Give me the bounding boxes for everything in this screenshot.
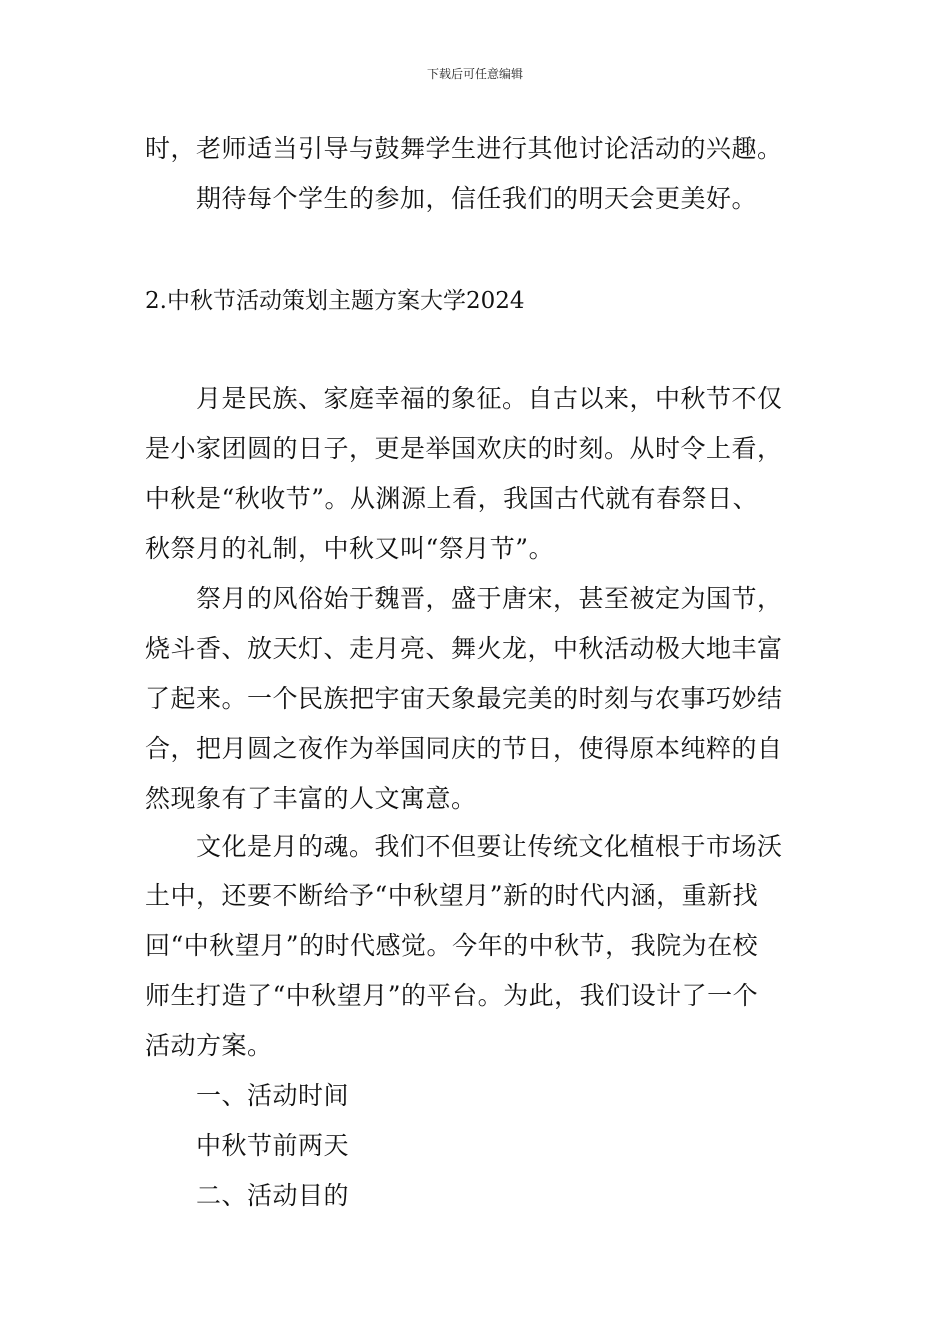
para2-line-1: 祭月的风俗始于魏晋，盛于唐宋，甚至被定为国节， — [196, 584, 783, 613]
para1-line-4: 秋祭月的礼制，中秋又叫“祭月节”。 — [145, 534, 555, 563]
para2-line-2: 烧斗香、放天灯、走月亮、舞火龙，中秋活动极大地丰富 — [145, 634, 783, 663]
section-title: 2.中秋节活动策划主题方案大学2024 — [145, 288, 525, 314]
item-time-heading: 一、活动时间 — [196, 1081, 350, 1110]
para3-line-4: 师生打造了“中秋望月”的平台。为此，我们设计了一个 — [145, 981, 759, 1010]
para2-line-4: 合，把月圆之夜作为举国同庆的节日，使得原本纯粹的自 — [145, 734, 783, 763]
page-header-note: 下载后可任意编辑 — [426, 67, 523, 81]
para3-line-5: 活动方案。 — [145, 1031, 273, 1060]
para1-line-2: 是小家团圆的日子，更是举国欢庆的时刻。从时令上看， — [145, 434, 783, 463]
para2-line-5: 然现象有了丰富的人文寓意。 — [145, 784, 477, 813]
para3-line-2: 土中，还要不断给予“中秋望月”新的时代内涵，重新找 — [145, 881, 759, 910]
para3-line-3: 回“中秋望月”的时代感觉。今年的中秋节，我院为在校 — [145, 931, 759, 960]
item-purpose-heading: 二、活动目的 — [196, 1181, 350, 1210]
para1-line-3: 中秋是“秋收节”。从渊源上看，我国古代就有春祭日、 — [145, 484, 759, 513]
intro-line-1: 时，老师适当引导与鼓舞学生进行其他讨论活动的兴趣。 — [145, 134, 783, 163]
para1-line-1: 月是民族、家庭幸福的象征。自古以来，中秋节不仅 — [196, 384, 783, 413]
para2-line-3: 了起来。一个民族把宇宙天象最完美的时刻与农事巧妙结 — [145, 684, 783, 713]
intro-line-2: 期待每个学生的参加，信任我们的明天会更美好。 — [196, 184, 758, 213]
item-time-value: 中秋节前两天 — [196, 1131, 350, 1160]
para3-line-1: 文化是月的魂。我们不但要让传统文化植根于市场沃 — [196, 832, 783, 861]
